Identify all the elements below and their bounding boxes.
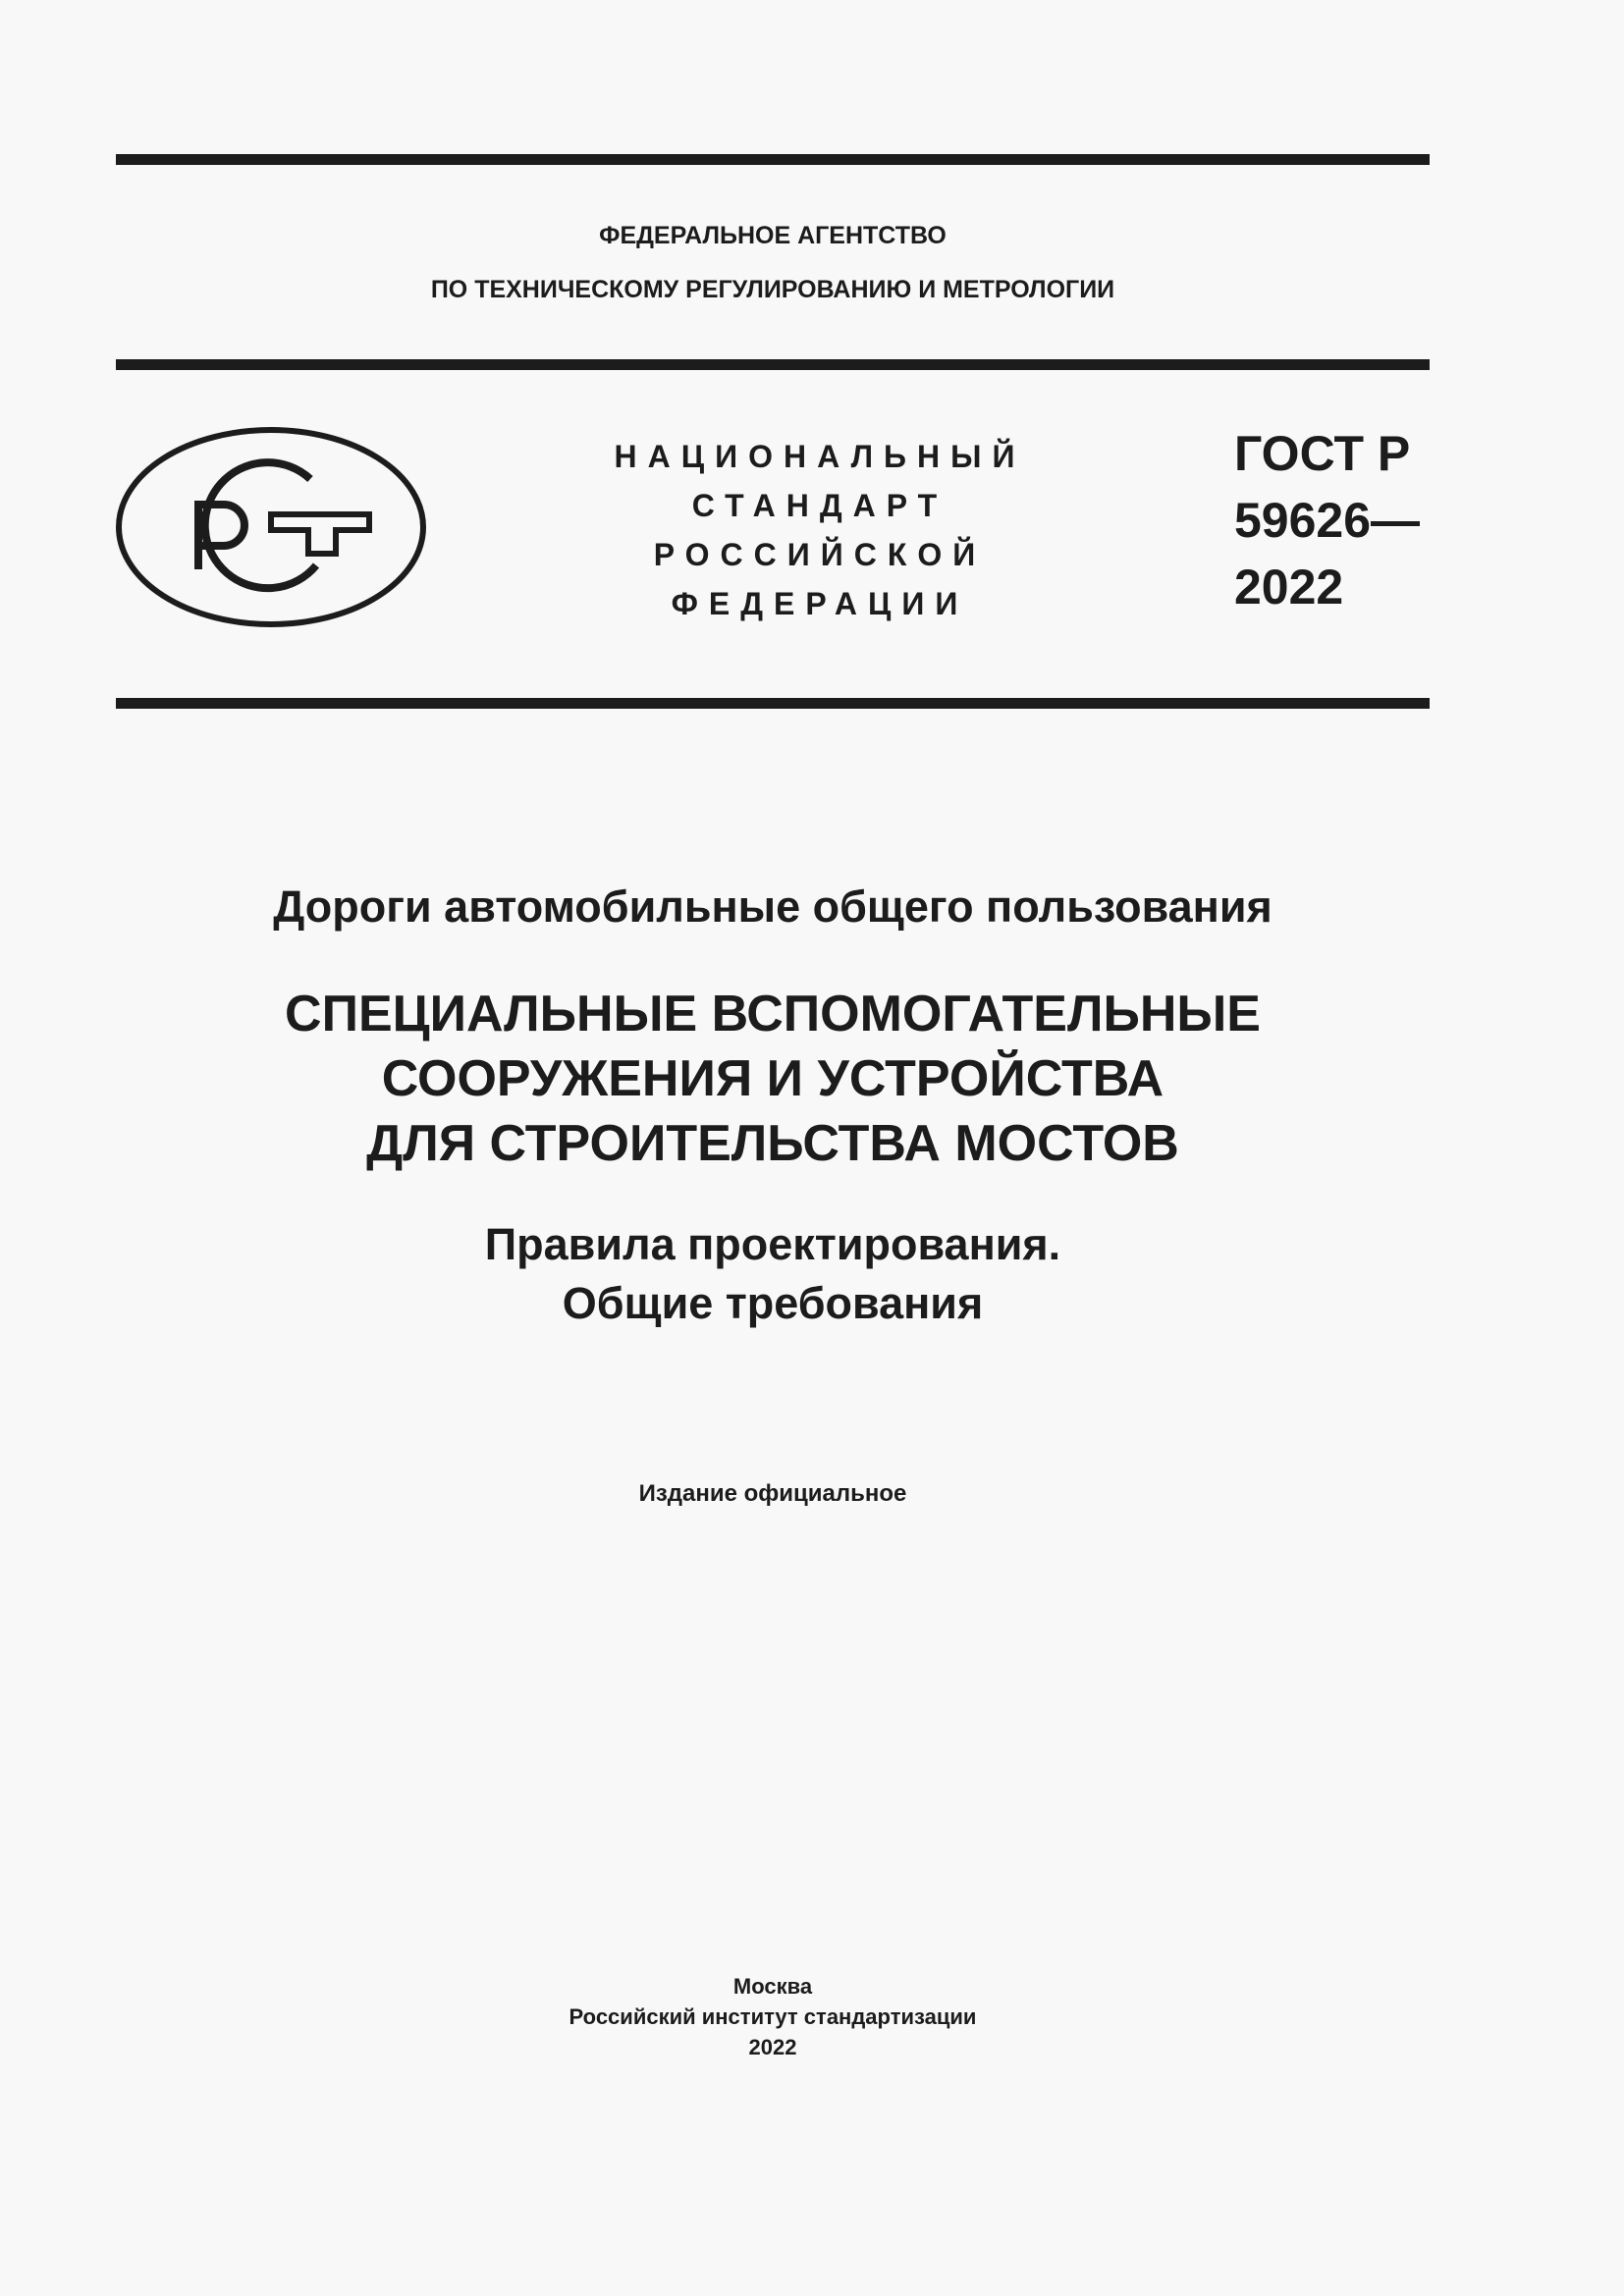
imprint-publisher: Российский институт стандартизации (568, 2004, 977, 2029)
imprint (116, 1971, 1430, 2062)
part-title-line2: Общие требования (562, 1278, 984, 1328)
top-rule (116, 154, 1430, 165)
document-title (116, 982, 1430, 1176)
designation-line2: 59626— (1234, 493, 1421, 548)
title-line3: ДЛЯ СТРОИТЕЛЬСТВА МОСТОВ (366, 1115, 1179, 1172)
header-rule (116, 359, 1430, 370)
designation-line3: 2022 (1234, 560, 1344, 614)
document-part-title (116, 1215, 1430, 1333)
agency-name-line2: ПО ТЕХНИЧЕСКОМУ РЕГУЛИРОВАНИЮ И МЕТРОЛОГИИ (430, 276, 1115, 303)
imprint-year: 2022 (748, 2035, 797, 2059)
national-line1: НАЦИОНАЛЬНЫЙ (614, 439, 1026, 474)
title-line2: СООРУЖЕНИЯ И УСТРОЙСТВА (381, 1050, 1164, 1107)
national-standard-label (609, 432, 1031, 628)
designation-line1: ГОСТ Р (1234, 426, 1411, 481)
national-line4: ФЕДЕРАЦИИ (671, 586, 969, 621)
national-line3: РОССИЙСКОЙ (653, 537, 987, 572)
edition-label: Издание официальное (638, 1480, 907, 1507)
imprint-city: Москва (732, 1974, 813, 1999)
title-block-rule (116, 698, 1430, 709)
document-subject: Дороги автомобильные общего пользования (273, 881, 1272, 932)
agency-name-line1: ФЕДЕРАЛЬНОЕ АГЕНТСТВО (599, 222, 947, 249)
part-title-line1: Правила проектирования. (484, 1219, 1061, 1269)
national-line2: СТАНДАРТ (691, 488, 948, 523)
standard-designation (1234, 420, 1420, 620)
title-line1: СПЕЦИАЛЬНЫЕ ВСПОМОГАТЕЛЬНЫЕ (285, 986, 1261, 1042)
rst-certification-mark-icon (114, 424, 428, 630)
